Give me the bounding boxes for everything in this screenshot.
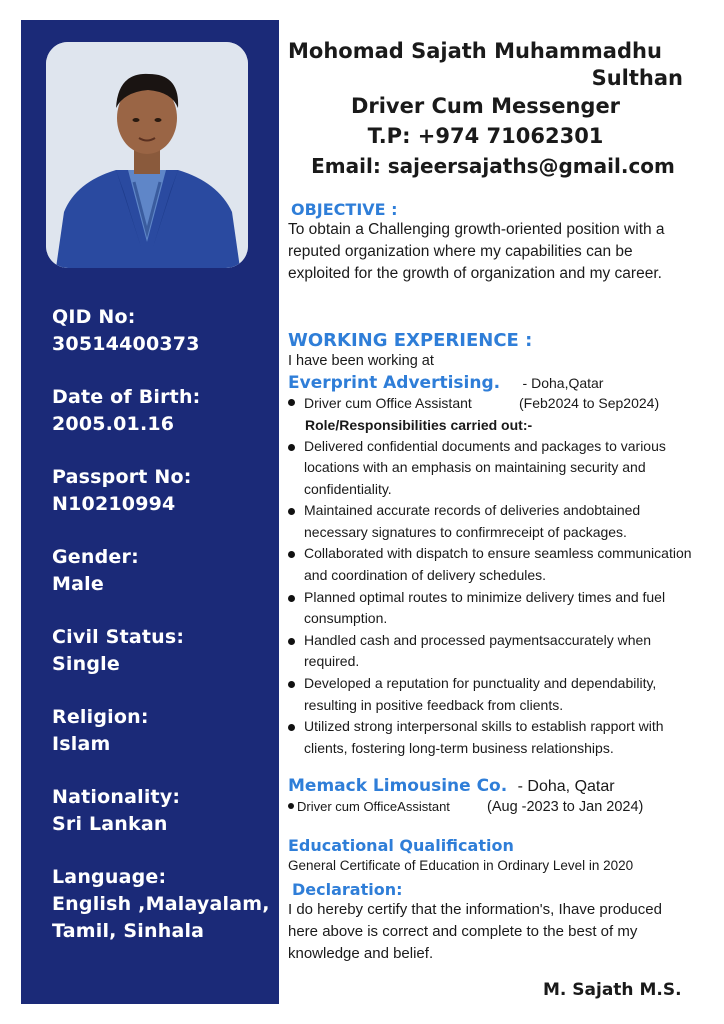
declaration-text: I do hereby certify that the information's, Ihave produced here above is correct and complete to the best of my knowledge and belief. <box>288 901 662 962</box>
declaration-heading: Declaration: <box>292 880 403 899</box>
role-row <box>288 796 693 818</box>
detail-label: Gender: <box>52 546 139 568</box>
responsibilities-heading: Role/Responsibilities carried out:- <box>305 416 533 433</box>
detail-nationality <box>52 784 274 838</box>
bullet-icon <box>288 595 295 602</box>
signature: M. Sajath M.S. <box>543 980 682 1000</box>
list-item-text: Collaborated with dispatch to ensure seamless communication and coordination of delivery schedules. <box>304 545 692 584</box>
experience-intro: I have been working at <box>288 353 434 369</box>
list-item <box>288 500 693 543</box>
detail-language <box>52 864 274 945</box>
detail-value: Male <box>52 573 104 595</box>
experience-section <box>288 330 693 759</box>
company-location: - Doha,Qatar <box>522 374 604 391</box>
list-item-text: Delivered confidential documents and packages to various locations with an emphasis on maintaining security and confidentiality. <box>304 437 666 497</box>
second-employer <box>288 776 693 818</box>
role-title: Driver cum OfficeAssistant <box>297 799 450 814</box>
list-item <box>288 587 693 630</box>
education-heading: Educational Qualification <box>288 836 514 855</box>
company-location: - Doha, Qatar <box>517 778 615 795</box>
education-section <box>288 836 698 877</box>
detail-value: Islam <box>52 733 111 755</box>
detail-label: Passport No: <box>52 466 192 488</box>
profile-photo <box>46 42 248 268</box>
name-line-2: Sulthan <box>591 66 683 90</box>
objective-section <box>288 200 688 285</box>
bullet-icon <box>288 724 295 731</box>
detail-label: Civil Status: <box>52 626 185 648</box>
detail-label: Language: <box>52 866 167 888</box>
role-period: (Feb2024 to Sep2024) <box>519 394 660 411</box>
phone-number: T.P: +974 71062301 <box>367 124 604 148</box>
detail-label: Religion: <box>52 706 149 728</box>
bullet-icon <box>288 444 295 451</box>
objective-heading: OBJECTIVE : <box>291 200 398 219</box>
email-address: Email: sajeersajaths@gmail.com <box>311 154 675 178</box>
list-item-text: Handled cash and processed paymentsaccurately when required. <box>304 631 652 670</box>
detail-passport <box>52 464 274 518</box>
detail-qid <box>52 304 274 358</box>
list-item-text: Developed a reputation for punctuality and dependability, resulting in positive feedback from clients. <box>304 675 657 713</box>
list-item-text: Maintained accurate records of deliveries andobtained necessary signatures to confirmreceipt of packages. <box>304 502 641 540</box>
detail-label: Date of Birth: <box>52 386 201 408</box>
list-item <box>288 673 693 716</box>
detail-value: Sri Lankan <box>52 813 168 835</box>
bullet-icon <box>288 803 294 809</box>
declaration-section <box>288 880 693 965</box>
role-row <box>288 393 693 414</box>
detail-dob <box>52 384 274 438</box>
detail-value: 2005.01.16 <box>52 413 175 435</box>
bullet-icon <box>288 681 295 688</box>
company-row <box>288 373 693 393</box>
company-row <box>288 776 693 796</box>
detail-label: QID No: <box>52 306 136 328</box>
responsibilities-list <box>288 436 693 760</box>
objective-text: To obtain a Challenging growth-oriented position with a reputed organization where my capabilities can be exploited for the growth of organization and my career. <box>288 221 665 282</box>
candidate-name <box>288 38 683 92</box>
role-period: (Aug -2023 to Jan 2024) <box>487 799 644 815</box>
role-title: Driver cum Office Assistant <box>304 394 472 411</box>
list-item <box>288 630 693 673</box>
detail-value: N10210994 <box>52 493 176 515</box>
list-item-text: Utilized strong interpersonal skills to establish rapport with clients, fostering long-term business relationships. <box>304 718 664 756</box>
bullet-icon <box>288 551 295 558</box>
bullet-icon <box>288 399 295 406</box>
detail-value: Single <box>52 653 120 675</box>
company-name: Everprint Advertising. <box>288 372 501 393</box>
bullet-icon <box>288 508 295 515</box>
education-text: General Certificate of Education in Ordinary Level in 2020 <box>288 858 634 873</box>
list-item <box>288 436 693 501</box>
name-line-1: Mohomad Sajath Muhammadhu <box>288 39 662 63</box>
sidebar <box>21 20 279 1004</box>
detail-civil-status <box>52 624 274 678</box>
detail-value: 30514400373 <box>52 333 200 355</box>
detail-value: English ,Malayalam, Tamil, Sinhala <box>52 893 270 942</box>
list-item-text: Planned optimal routes to minimize delivery times and fuel consumption. <box>304 588 666 627</box>
job-title: Driver Cum Messenger <box>350 94 621 118</box>
list-item <box>288 716 693 759</box>
list-item <box>288 543 693 586</box>
detail-label: Nationality: <box>52 786 181 808</box>
personal-details <box>52 304 274 971</box>
detail-religion <box>52 704 274 758</box>
experience-heading: WORKING EXPERIENCE : <box>288 330 533 351</box>
detail-gender <box>52 544 274 598</box>
company-name: Memack Limousine Co. <box>288 776 508 796</box>
bullet-icon <box>288 638 295 645</box>
